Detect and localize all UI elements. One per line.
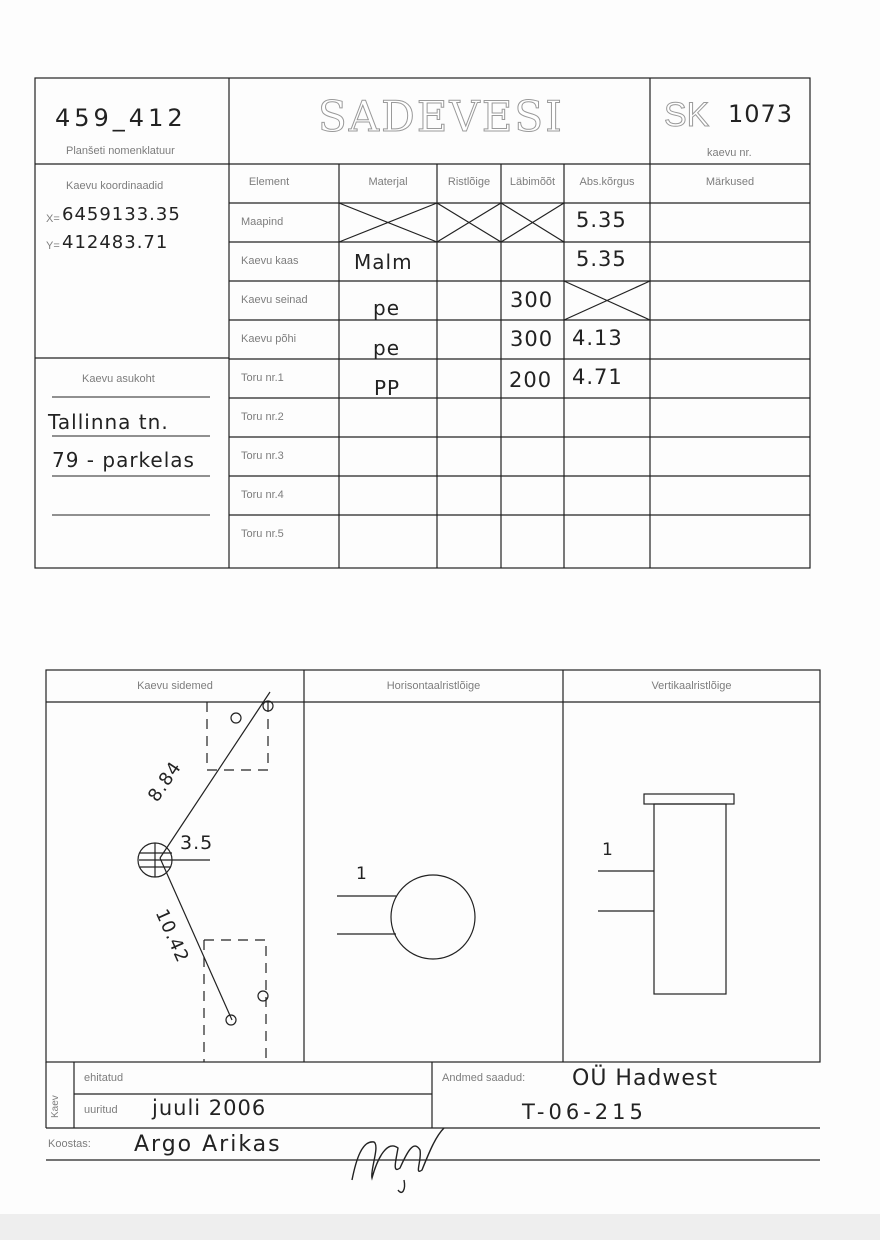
abs-maapind: 5.35: [576, 208, 627, 232]
distance-lower: 10.42: [150, 906, 193, 967]
andmed-reference: T-06-215: [522, 1100, 647, 1124]
materjal-toru1: PP: [374, 376, 401, 400]
pipe-label-horizontal: 1: [356, 864, 368, 884]
x-coordinate: 6459133.35: [62, 204, 181, 225]
header-markused: Märkused: [705, 176, 755, 188]
row-element-label: Kaevu põhi: [241, 333, 297, 345]
pipe-label-vertical: 1: [602, 840, 614, 860]
asukoht-label: Kaevu asukoht: [82, 373, 155, 385]
labimoot-pohi: 300: [510, 327, 554, 351]
diagram-frame: [46, 670, 820, 1062]
materjal-pohi: pe: [373, 336, 400, 360]
asukoht-line-2: 79 - parkelas: [52, 448, 195, 472]
scan-edge: [0, 1214, 880, 1240]
header-materjal: Materjal: [368, 176, 408, 188]
koostas-value: Argo Arikas: [134, 1132, 282, 1157]
y-label: Y=: [46, 240, 60, 252]
abs-pohi: 4.13: [572, 326, 623, 350]
kaevu-nr-value: 1073: [728, 100, 794, 128]
y-coordinate: 412483.71: [62, 232, 169, 253]
row-element-label: Kaevu seinad: [241, 294, 308, 306]
vertikaal-title: Vertikaalristlõige: [651, 680, 732, 692]
abs-kaas: 5.35: [576, 247, 627, 271]
row-element-label: Kaevu kaas: [241, 255, 299, 267]
nomenklatuur-value: 459_412: [55, 104, 187, 132]
distance-center: 3.5: [180, 832, 214, 854]
row-element-label: Toru nr.1: [241, 372, 284, 384]
sidemed-sketch: [138, 692, 273, 1062]
kaev-label: Kaev: [50, 1095, 61, 1118]
kaevu-nr-label: kaevu nr.: [707, 147, 752, 159]
uuritud-value: juuli 2006: [152, 1096, 267, 1120]
nomenklatuur-label: Planšeti nomenklatuur: [66, 145, 175, 157]
sidemed-title: Kaevu sidemed: [137, 680, 213, 692]
row-element-label: Maapind: [241, 216, 284, 228]
row-element-label: Toru nr.3: [241, 450, 284, 462]
row-element-label: Toru nr.4: [241, 489, 284, 501]
header-labimoot: Läbimõõt: [509, 176, 556, 188]
materjal-seinad: pe: [373, 296, 400, 320]
vertical-section: [598, 794, 734, 994]
horisontaal-title: Horisontaalristlõige: [386, 680, 481, 692]
row-element-label: Toru nr.5: [241, 528, 284, 540]
sk-prefix: SK: [664, 96, 710, 134]
abs-toru1: 4.71: [572, 365, 623, 389]
distance-upper: 8.84: [144, 757, 187, 806]
andmed-label: Andmed saadud:: [442, 1072, 526, 1084]
coords-label: Kaevu koordinaadid: [66, 180, 164, 192]
row-element-label: Toru nr.2: [241, 411, 284, 423]
labimoot-toru1: 200: [509, 368, 553, 392]
asukoht-line-1: Tallinna tn.: [48, 410, 169, 434]
header-ristloige: Ristlõige: [447, 176, 491, 188]
uuritud-label: uuritud: [84, 1104, 118, 1116]
horizontal-section: [337, 875, 475, 959]
x-label: X=: [46, 213, 60, 225]
andmed-source: OÜ Hadwest: [572, 1066, 719, 1091]
materjal-kaas: Malm: [354, 250, 413, 274]
ehitatud-label: ehitatud: [84, 1072, 124, 1084]
header-element: Element: [248, 176, 290, 188]
labimoot-seinad: 300: [510, 288, 554, 312]
page-title: SADEVESI: [318, 92, 564, 141]
koostas-label: Koostas:: [48, 1138, 91, 1150]
header-abs-korgus: Abs.kõrgus: [579, 176, 635, 188]
